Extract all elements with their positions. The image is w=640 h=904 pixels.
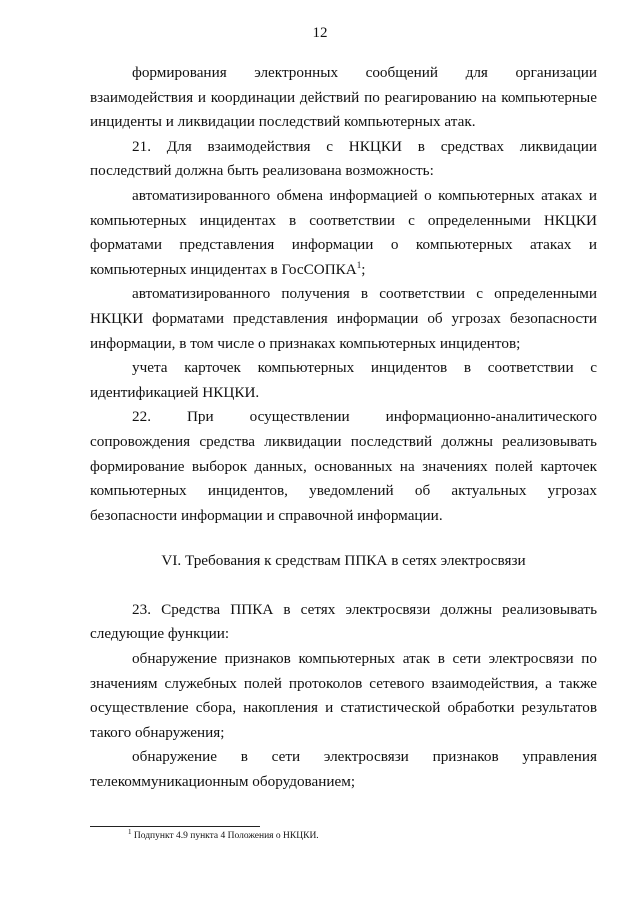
section-heading: VI. Требования к средствам ППКА в сетях электросвязи xyxy=(161,552,526,570)
paragraph: формирования электронных сообщений для организации взаимодействия и координации действий по реагированию на компьютерные инциденты и ликвидации последствий компьютерных атак. xyxy=(90,64,597,131)
footnote-marker: 1 xyxy=(128,828,132,836)
paragraph: обнаружение в сети электросвязи признаков управления телекоммуникационным оборудованием; xyxy=(90,748,597,791)
paragraph xyxy=(90,184,597,282)
paragraph-item-21: 21. Для взаимодействия с НКЦКИ в средствах ликвидации последствий должна быть реализована возможность: xyxy=(90,137,597,180)
paragraph-item-22: 22. При осуществлении информационно-аналитического сопровождения средства ликвидации последствий должны реализовывать формирование выборок данных, основанных на значениях полей карточек компьютерных инцидентов, уведомлений об актуальных угрозах безопасности информации и справочной информации. xyxy=(90,408,597,524)
document-body xyxy=(90,61,597,795)
paragraph-item-23: 23. Средства ППКА в сетях электросвязи должны реализовывать следующие функции: xyxy=(90,600,597,643)
paragraph-suffix: ; xyxy=(361,260,366,278)
paragraph: учета карточек компьютерных инцидентов в соответствии с идентификацией НКЦКИ. xyxy=(90,359,597,401)
footnote-reference: 1 xyxy=(356,259,362,270)
paragraph: обнаружение признаков компьютерных атак в сети электросвязи по значениям служебных полей протоколов сетевого взаимодействия, а также осуществление сбора, накопления и статистической обработки результатов такого обнаружения; xyxy=(90,650,597,741)
paragraph-text: автоматизированного обмена информацией о компьютерных атаках и компьютерных инцидентах в соответствии с определенными НКЦКИ форматами представления информации о компьютерных атаках и компьютерных инцидентах в ГосСОПКА xyxy=(90,186,597,278)
footnote xyxy=(128,830,319,842)
footnote-separator xyxy=(90,826,260,827)
page-number: 12 xyxy=(312,25,328,41)
footnote-text: Подпункт 4.9 пункта 4 Положения о НКЦКИ. xyxy=(133,831,319,841)
paragraph: автоматизированного получения в соответствии с определенными НКЦКИ форматами представления информации об угрозах безопасности информации, в том числе о признаках компьютерных инцидентов; xyxy=(90,285,597,352)
